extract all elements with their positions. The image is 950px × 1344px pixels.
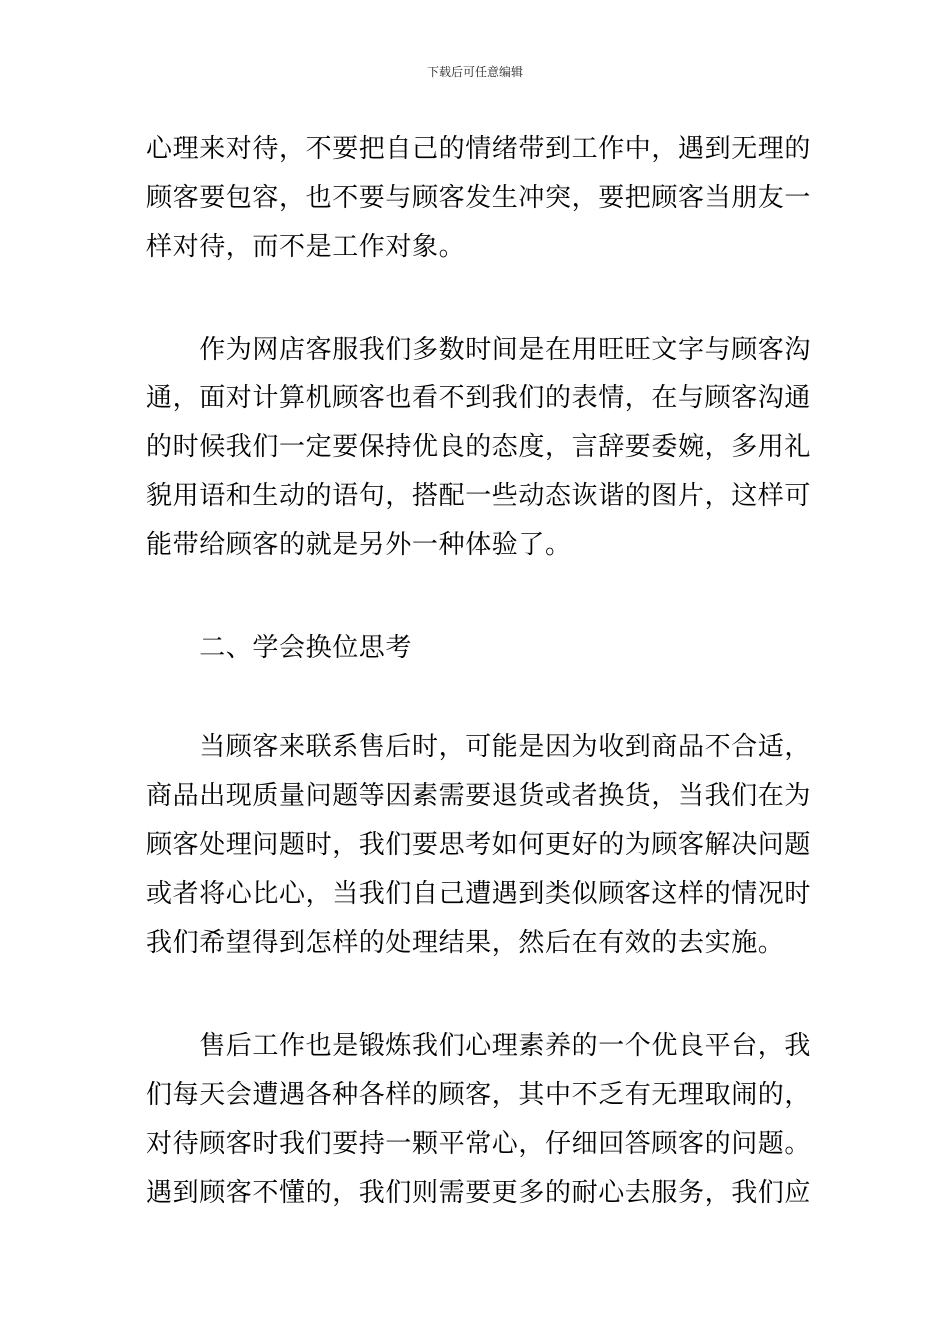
text-line: 遇到顾客不懂的，我们则需要更多的耐心去服务，我们应 [146, 1178, 812, 1208]
text-line: 顾客要包容，也不要与顾客发生冲突，要把顾客当朋友一 [146, 183, 812, 213]
text-line: 的时候我们一定要保持优良的态度，言辞要委婉，多用礼 [146, 432, 812, 462]
text-line: 心理来对待，不要把自己的情绪带到工作中，遇到无理的 [146, 134, 812, 164]
text-line: 顾客处理问题时，我们要思考如何更好的为顾客解决问题 [146, 830, 812, 860]
text-line: 我们希望得到怎样的处理结果，然后在有效的去实施。 [146, 928, 785, 958]
text-line: 售后工作也是锻炼我们心理素养的一个优良平台，我 [146, 1031, 812, 1061]
text-line: 能带给顾客的就是另外一种体验了。 [146, 530, 572, 560]
section-heading: 二、学会换位思考 [146, 633, 413, 663]
text-line: 样对待，而不是工作对象。 [146, 232, 466, 262]
text-line: 商品出现质量问题等因素需要退货或者换货，当我们在为 [146, 781, 812, 811]
text-line: 对待顾客时我们要持一颗平常心，仔细回答顾客的问题。 [146, 1129, 812, 1159]
text-line: 貌用语和生动的语句，搭配一些动态诙谐的图片，这样可 [146, 481, 812, 511]
text-line: 或者将心比心，当我们自己遭遇到类似顾客这样的情况时 [146, 879, 812, 909]
text-line: 作为网店客服我们多数时间是在用旺旺文字与顾客沟 [146, 335, 812, 365]
text-line: 通，面对计算机顾客也看不到我们的表情，在与顾客沟通 [146, 383, 812, 413]
header-note: 下载后可任意编辑 [426, 65, 523, 79]
text-line: 们每天会遭遇各种各样的顾客，其中不乏有无理取闹的， [146, 1080, 812, 1110]
text-line: 当顾客来联系售后时，可能是因为收到商品不合适， [146, 732, 812, 762]
